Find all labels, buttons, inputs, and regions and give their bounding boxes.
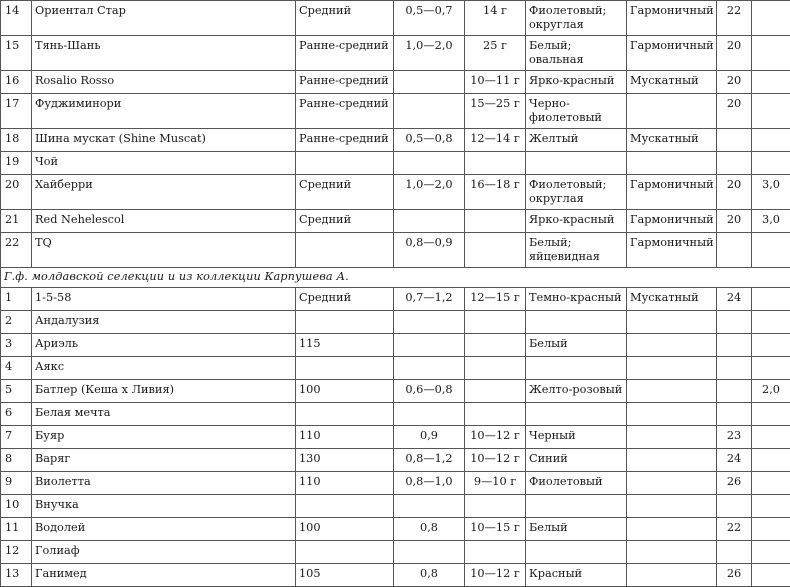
variety-name: Ариэль bbox=[32, 334, 296, 357]
berry-color bbox=[526, 495, 627, 518]
ripening-period: 105 bbox=[296, 564, 394, 587]
table-row bbox=[1, 71, 790, 94]
berry-weight bbox=[465, 403, 526, 426]
taste bbox=[627, 152, 717, 175]
berry-weight bbox=[465, 495, 526, 518]
acidity bbox=[752, 152, 790, 175]
table-row bbox=[1, 426, 790, 449]
berry-weight bbox=[465, 210, 526, 233]
ripening-period bbox=[296, 311, 394, 334]
row-number: 16 bbox=[1, 71, 32, 94]
sugar-content bbox=[717, 334, 752, 357]
acidity bbox=[752, 334, 790, 357]
bunch-weight: 0,8 bbox=[394, 518, 465, 541]
acidity bbox=[752, 449, 790, 472]
taste bbox=[627, 426, 717, 449]
taste bbox=[627, 449, 717, 472]
ripening-period: Средний bbox=[296, 210, 394, 233]
variety-name: Водолей bbox=[32, 518, 296, 541]
table-row bbox=[1, 94, 790, 129]
bunch-weight bbox=[394, 541, 465, 564]
ripening-period: 110 bbox=[296, 426, 394, 449]
row-number: 22 bbox=[1, 233, 32, 268]
section-header-group bbox=[1, 268, 790, 288]
ripening-period bbox=[296, 357, 394, 380]
row-number: 18 bbox=[1, 129, 32, 152]
row-number: 10 bbox=[1, 495, 32, 518]
taste: Гармоничный bbox=[627, 36, 717, 71]
berry-color: Черно-фиолетовый bbox=[526, 94, 627, 129]
acidity: 3,0 bbox=[752, 175, 790, 210]
sugar-content: 23 bbox=[717, 426, 752, 449]
ripening-period bbox=[296, 403, 394, 426]
acidity bbox=[752, 403, 790, 426]
variety-name: Rosalio Rosso bbox=[32, 71, 296, 94]
acidity: 3,0 bbox=[752, 210, 790, 233]
table-row bbox=[1, 175, 790, 210]
berry-weight: 25 г bbox=[465, 36, 526, 71]
taste bbox=[627, 311, 717, 334]
sugar-content: 20 bbox=[717, 175, 752, 210]
bunch-weight bbox=[394, 94, 465, 129]
berry-weight bbox=[465, 233, 526, 268]
sugar-content bbox=[717, 541, 752, 564]
sugar-content: 26 bbox=[717, 472, 752, 495]
bunch-weight bbox=[394, 210, 465, 233]
taste: Гармоничный bbox=[627, 210, 717, 233]
taste bbox=[627, 357, 717, 380]
ripening-period: Ранне-средний bbox=[296, 94, 394, 129]
sugar-content bbox=[717, 403, 752, 426]
variety-name: Виолетта bbox=[32, 472, 296, 495]
row-number: 19 bbox=[1, 152, 32, 175]
variety-name: Варяг bbox=[32, 449, 296, 472]
berry-weight: 14 г bbox=[465, 1, 526, 36]
table-row bbox=[1, 152, 790, 175]
acidity bbox=[752, 564, 790, 587]
variety-name: Чой bbox=[32, 152, 296, 175]
taste bbox=[627, 495, 717, 518]
row-number: 12 bbox=[1, 541, 32, 564]
bunch-weight bbox=[394, 403, 465, 426]
berry-weight: 10—12 г bbox=[465, 564, 526, 587]
berry-color: Белый; яйцевидная bbox=[526, 233, 627, 268]
table-row bbox=[1, 472, 790, 495]
berry-color bbox=[526, 357, 627, 380]
variety-name: TQ bbox=[32, 233, 296, 268]
bunch-weight: 0,9 bbox=[394, 426, 465, 449]
berry-weight: 10—12 г bbox=[465, 449, 526, 472]
row-number: 20 bbox=[1, 175, 32, 210]
sugar-content: 26 bbox=[717, 564, 752, 587]
row-number: 17 bbox=[1, 94, 32, 129]
acidity bbox=[752, 311, 790, 334]
bunch-weight bbox=[394, 334, 465, 357]
berry-color: Синий bbox=[526, 449, 627, 472]
acidity bbox=[752, 357, 790, 380]
sugar-content: 20 bbox=[717, 94, 752, 129]
variety-name: Тянь-Шань bbox=[32, 36, 296, 71]
taste bbox=[627, 380, 717, 403]
bunch-weight bbox=[394, 495, 465, 518]
sugar-content: 20 bbox=[717, 210, 752, 233]
row-number: 7 bbox=[1, 426, 32, 449]
berry-color: Темно-красный bbox=[526, 288, 627, 311]
sugar-content: 22 bbox=[717, 1, 752, 36]
berry-weight: 15—25 г bbox=[465, 94, 526, 129]
sugar-content bbox=[717, 380, 752, 403]
variety-name: Ганимед bbox=[32, 564, 296, 587]
taste bbox=[627, 564, 717, 587]
berry-color: Красный bbox=[526, 564, 627, 587]
variety-name: Андалузия bbox=[32, 311, 296, 334]
ripening-period: 130 bbox=[296, 449, 394, 472]
table-row bbox=[1, 36, 790, 71]
sugar-content: 24 bbox=[717, 449, 752, 472]
ripening-period bbox=[296, 233, 394, 268]
ripening-period bbox=[296, 495, 394, 518]
berry-color: Фиолетовый; округлая bbox=[526, 1, 627, 36]
berry-weight: 9—10 г bbox=[465, 472, 526, 495]
sugar-content: 22 bbox=[717, 518, 752, 541]
taste bbox=[627, 541, 717, 564]
acidity bbox=[752, 233, 790, 268]
taste bbox=[627, 94, 717, 129]
acidity: 2,0 bbox=[752, 380, 790, 403]
berry-color: Ярко-красный bbox=[526, 71, 627, 94]
variety-name: Буяр bbox=[32, 426, 296, 449]
row-number: 8 bbox=[1, 449, 32, 472]
acidity bbox=[752, 94, 790, 129]
section-title: Г.ф. молдавской селекции и из коллекции Карпушева А. bbox=[1, 268, 790, 288]
berry-color: Ярко-красный bbox=[526, 210, 627, 233]
ripening-period: Ранне-средний bbox=[296, 129, 394, 152]
acidity bbox=[752, 472, 790, 495]
berry-weight bbox=[465, 380, 526, 403]
bunch-weight: 1,0—2,0 bbox=[394, 36, 465, 71]
table-row bbox=[1, 210, 790, 233]
ripening-period: 100 bbox=[296, 518, 394, 541]
row-number: 13 bbox=[1, 564, 32, 587]
row-number: 6 bbox=[1, 403, 32, 426]
table-body-top bbox=[1, 1, 790, 268]
taste: Гармоничный bbox=[627, 1, 717, 36]
berry-color bbox=[526, 311, 627, 334]
sugar-content bbox=[717, 233, 752, 268]
acidity bbox=[752, 36, 790, 71]
berry-color: Желто-розовый bbox=[526, 380, 627, 403]
taste bbox=[627, 334, 717, 357]
sugar-content bbox=[717, 495, 752, 518]
ripening-period: Ранне-средний bbox=[296, 36, 394, 71]
acidity bbox=[752, 541, 790, 564]
sugar-content bbox=[717, 129, 752, 152]
taste bbox=[627, 403, 717, 426]
variety-name: Внучка bbox=[32, 495, 296, 518]
taste: Мускатный bbox=[627, 129, 717, 152]
bunch-weight bbox=[394, 311, 465, 334]
acidity bbox=[752, 288, 790, 311]
bunch-weight: 1,0—2,0 bbox=[394, 175, 465, 210]
berry-color: Фиолетовый bbox=[526, 472, 627, 495]
row-number: 4 bbox=[1, 357, 32, 380]
berry-weight bbox=[465, 541, 526, 564]
berry-weight bbox=[465, 152, 526, 175]
table-row bbox=[1, 129, 790, 152]
ripening-period: 100 bbox=[296, 380, 394, 403]
berry-weight: 12—15 г bbox=[465, 288, 526, 311]
berry-color: Белый bbox=[526, 518, 627, 541]
table-row bbox=[1, 495, 790, 518]
variety-name: 1-5-58 bbox=[32, 288, 296, 311]
ripening-period: Средний bbox=[296, 175, 394, 210]
section-row bbox=[1, 268, 790, 288]
berry-color: Фиолетовый; округлая bbox=[526, 175, 627, 210]
bunch-weight: 0,8—1,2 bbox=[394, 449, 465, 472]
sugar-content bbox=[717, 152, 752, 175]
sugar-content bbox=[717, 311, 752, 334]
table-row bbox=[1, 541, 790, 564]
bunch-weight: 0,8—1,0 bbox=[394, 472, 465, 495]
row-number: 11 bbox=[1, 518, 32, 541]
berry-weight bbox=[465, 357, 526, 380]
variety-name: Аякс bbox=[32, 357, 296, 380]
variety-name: Шина мускат (Shine Muscat) bbox=[32, 129, 296, 152]
berry-color: Желтый bbox=[526, 129, 627, 152]
ripening-period: 115 bbox=[296, 334, 394, 357]
variety-name: Хайберри bbox=[32, 175, 296, 210]
variety-name: Батлер (Кеша х Ливия) bbox=[32, 380, 296, 403]
bunch-weight bbox=[394, 357, 465, 380]
bunch-weight: 0,8 bbox=[394, 564, 465, 587]
row-number: 9 bbox=[1, 472, 32, 495]
bunch-weight: 0,8—0,9 bbox=[394, 233, 465, 268]
ripening-period: Средний bbox=[296, 288, 394, 311]
berry-weight: 10—11 г bbox=[465, 71, 526, 94]
row-number: 2 bbox=[1, 311, 32, 334]
bunch-weight: 0,7—1,2 bbox=[394, 288, 465, 311]
row-number: 1 bbox=[1, 288, 32, 311]
table-row bbox=[1, 233, 790, 268]
ripening-period: Ранне-средний bbox=[296, 71, 394, 94]
acidity bbox=[752, 71, 790, 94]
ripening-period bbox=[296, 541, 394, 564]
berry-color: Белый bbox=[526, 334, 627, 357]
berry-weight bbox=[465, 334, 526, 357]
variety-name: Ориентал Стар bbox=[32, 1, 296, 36]
variety-name: Фуджиминори bbox=[32, 94, 296, 129]
berry-weight: 16—18 г bbox=[465, 175, 526, 210]
table-row bbox=[1, 334, 790, 357]
taste: Мускатный bbox=[627, 71, 717, 94]
berry-color: Белый; овальная bbox=[526, 36, 627, 71]
row-number: 21 bbox=[1, 210, 32, 233]
table-row bbox=[1, 288, 790, 311]
berry-color bbox=[526, 403, 627, 426]
acidity bbox=[752, 426, 790, 449]
ripening-period: Средний bbox=[296, 1, 394, 36]
bunch-weight: 0,5—0,7 bbox=[394, 1, 465, 36]
sugar-content: 20 bbox=[717, 71, 752, 94]
berry-color bbox=[526, 541, 627, 564]
taste: Гармоничный bbox=[627, 233, 717, 268]
sugar-content: 20 bbox=[717, 36, 752, 71]
bunch-weight bbox=[394, 71, 465, 94]
berry-color: Черный bbox=[526, 426, 627, 449]
table-row bbox=[1, 380, 790, 403]
bunch-weight: 0,6—0,8 bbox=[394, 380, 465, 403]
table-row bbox=[1, 311, 790, 334]
variety-name: Голиаф bbox=[32, 541, 296, 564]
bunch-weight: 0,5—0,8 bbox=[394, 129, 465, 152]
acidity bbox=[752, 495, 790, 518]
row-number: 5 bbox=[1, 380, 32, 403]
variety-name: Red Nehelescol bbox=[32, 210, 296, 233]
sugar-content bbox=[717, 357, 752, 380]
ripening-period: 110 bbox=[296, 472, 394, 495]
table-row bbox=[1, 449, 790, 472]
berry-weight: 12—14 г bbox=[465, 129, 526, 152]
table-row bbox=[1, 357, 790, 380]
berry-color bbox=[526, 152, 627, 175]
sugar-content: 24 bbox=[717, 288, 752, 311]
bunch-weight bbox=[394, 152, 465, 175]
table-row bbox=[1, 564, 790, 587]
acidity bbox=[752, 1, 790, 36]
table-row bbox=[1, 1, 790, 36]
variety-name: Белая мечта bbox=[32, 403, 296, 426]
taste: Мускатный bbox=[627, 288, 717, 311]
row-number: 3 bbox=[1, 334, 32, 357]
row-number: 14 bbox=[1, 1, 32, 36]
acidity bbox=[752, 129, 790, 152]
row-number: 15 bbox=[1, 36, 32, 71]
berry-weight: 10—12 г bbox=[465, 426, 526, 449]
taste bbox=[627, 472, 717, 495]
taste: Гармоничный bbox=[627, 175, 717, 210]
table-body-bottom bbox=[1, 288, 790, 587]
berry-weight: 10—15 г bbox=[465, 518, 526, 541]
ripening-period bbox=[296, 152, 394, 175]
table-row bbox=[1, 403, 790, 426]
berry-weight bbox=[465, 311, 526, 334]
